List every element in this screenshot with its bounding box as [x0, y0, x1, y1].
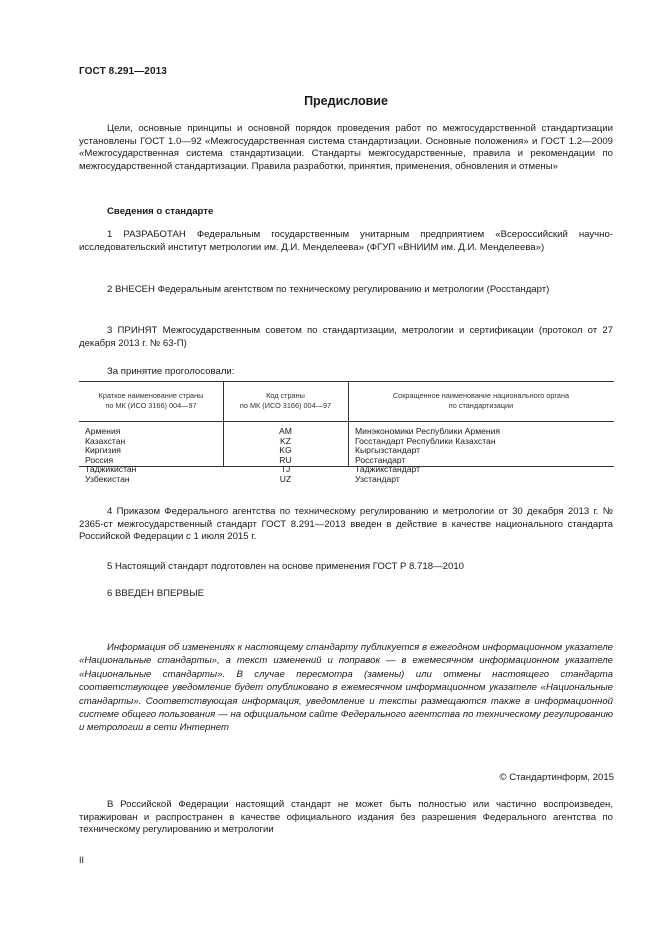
table-cell-country: Россия — [85, 454, 114, 465]
header-code-line: Код страны — [266, 391, 305, 400]
table-cell-code: KG — [279, 445, 292, 455]
table-cell-org: Кыргызстандарт — [355, 445, 421, 455]
table-cell-org: Росстандарт — [355, 454, 406, 465]
header-org-line: по стандартизации — [448, 401, 514, 410]
table-cell-country: Таджикистан — [85, 464, 137, 474]
item-1-paragraph: 1 РАЗРАБОТАН Федеральным государственным унитарным предприятием «Всероссийский научно-исследовательский институт метрологии им. Д.И. Менделеева» (ФГУП «ВНИИМ им. Д.И. Менделеева») — [79, 229, 613, 253]
page-title: Предисловие — [304, 94, 388, 108]
intro-paragraph: Цели, основные принципы и основной порядок проведения работ по межгосударственной стандартизации установлены ГОСТ 1.0—92 «Межгосударственная система стандартизации. Основные положения» и ГОСТ 1.2—2009 «Межгосударственная система стандартизации. Стандарты межгосударственные, правила и рекомендации по межгосударственной стандартизации. Правила разработки, принятия, применения, обновления и отмены» — [79, 123, 613, 172]
item-6-paragraph: 6 ВВЕДЕН ВПЕРВЫЕ — [107, 588, 205, 599]
table-cell-code: KZ — [280, 435, 291, 446]
table-cell-country: Киргизия — [85, 445, 121, 455]
changes-notice: Информация об изменениях к настоящему стандарту публикуется в ежегодном информационном указателе «Национальные стандарты», а текст изменений и поправок — в ежемесячном информационном указателе «Национальные стандарты». В случае пересмотра (замены) или отмены настоящего стандарта соответствующее уведомление будет опубликовано в ежемесячном информационном указателе «Национальные стандарты». Соответствующая информация, уведомление и тексты размещаются также в информационной системе общего пользования — на официальном сайте Федерального агентства по техническому регулированию и метрологии в сети Интернет — [79, 642, 613, 734]
page-number: II — [79, 855, 85, 865]
vote-label: За принятие проголосовали: — [107, 366, 235, 377]
item-4-paragraph: 4 Приказом Федерального агентства по техническому регулированию и метрологии от 30 декабря 2013 г. № 2365-ст межгосударственный стандарт ГОСТ 8.291—2013 введен в действие в качестве национального стандарта Российской Федерации с 1 июля 2015 г. — [79, 506, 613, 543]
document-id: ГОСТ 8.291—2013 — [79, 66, 167, 77]
header-country-line: по МК (ИСО 3166) 004—97 — [105, 401, 197, 410]
table-cell-code: TJ — [280, 464, 291, 474]
country-column — [85, 427, 221, 484]
item-2-paragraph: 2 ВНЕСЕН Федеральным агентством по техническому регулированию и метрологии (Росстандарт) — [107, 284, 550, 295]
item-5-paragraph: 5 Настоящий стандарт подготовлен на основе применения ГОСТ Р 8.718—2010 — [107, 561, 465, 572]
header-code — [223, 391, 348, 411]
header-country — [79, 391, 223, 411]
reproduction-notice: В Российской Федерации настоящий стандарт не может быть полностью или частично воспроизведен, тиражирован и распространен в качестве официального издания без разрешения Федерального агентства по техническому регулированию и метрологии — [79, 799, 613, 836]
table-cell-code: RU — [279, 454, 292, 465]
org-column — [355, 427, 611, 484]
code-column — [223, 427, 348, 484]
table-cell-code: AM — [279, 426, 292, 436]
header-country-line: Краткое наименование страны — [98, 391, 204, 400]
table-cell-country: Армения — [85, 426, 121, 436]
table-cell-country: Узбекистан — [85, 473, 130, 484]
table-cell-org: Минэкономики Республики Армения — [355, 426, 501, 436]
table-cell-org: Госстандарт Республики Казахстан — [355, 435, 496, 446]
info-heading: Сведения о стандарте — [107, 206, 214, 217]
copyright: © Стандартинформ, 2015 — [499, 772, 614, 783]
header-org — [348, 391, 614, 411]
voting-table — [79, 381, 614, 484]
table-header-divider — [79, 421, 614, 422]
table-cell-org: Узстандарт — [355, 473, 400, 484]
header-code-line: по МК (ИСО 3166) 004—97 — [239, 401, 332, 410]
header-org-line: Сокращенное наименование национального органа — [392, 391, 570, 400]
table-cell-org: Таджикстандарт — [355, 464, 421, 474]
item-3-paragraph: 3 ПРИНЯТ Межгосударственным советом по стандартизации, метрологии и сертификации (протокол от 27 декабря 2013 г. № 63-П) — [79, 325, 613, 349]
table-cell-country: Казахстан — [85, 435, 126, 446]
table-cell-code: UZ — [279, 473, 292, 484]
